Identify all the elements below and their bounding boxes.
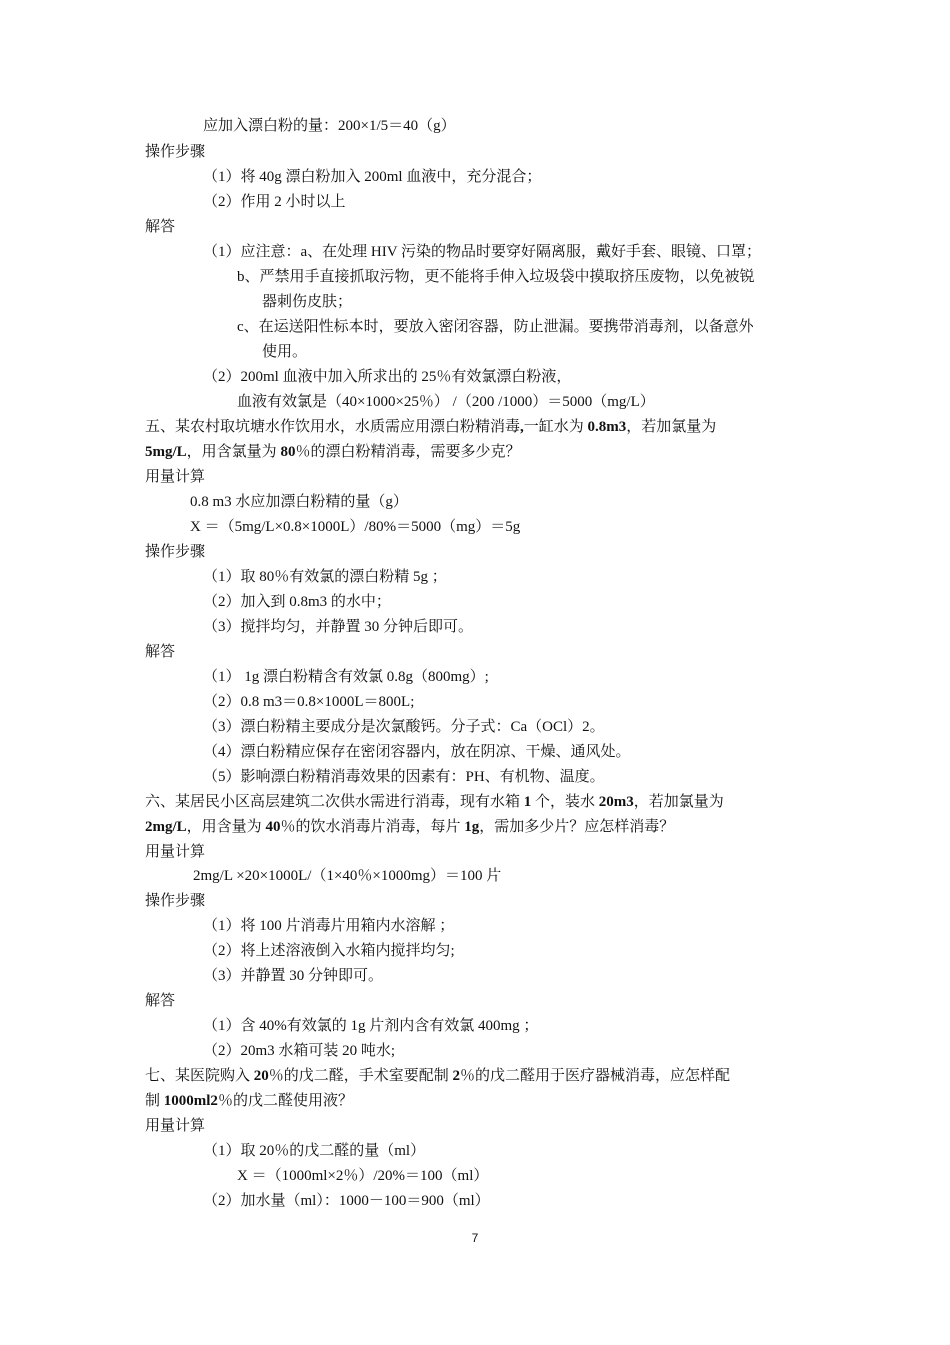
text-line: X ＝（5mg/L×0.8×1000L）/80%＝5000（mg）＝5g: [190, 519, 521, 535]
section-heading: 解答: [145, 993, 176, 1009]
text-line: 器刺伤皮肤；: [262, 294, 353, 310]
text-line: （1）含 40%有效氯的 1g 片剂内含有效氯 400mg ；: [203, 1018, 539, 1034]
question-heading-cont: 5mg/L，用含氯量为 80％的漂白粉精消毒，需要多少克？: [145, 444, 521, 460]
question-heading: 七、某医院购入 20％的戊二醛，手术室要配制 2％的戊二醛用于医疗器械消毒，应怎样配: [145, 1068, 731, 1084]
text-line: （3）漂白粉精主要成分是次氯酸钙。分子式：Ca（OCl）2。: [203, 719, 605, 735]
question-heading: 五、某农村取坑塘水作饮用水，水质需应用漂白粉精消毒,一缸水为 0.8m3，若加氯量为: [145, 419, 717, 435]
question-heading: 六、某居民小区高层建筑二次供水需进行消毒，现有水箱 1 个，装水 20m3，若加氯量为: [145, 794, 724, 810]
text-line: b、严禁用手直接抓取污物，更不能将手伸入垃圾袋中摸取挤压废物，以免被锐: [237, 269, 755, 285]
text-line: （2）加入到 0.8m3 的水中；: [203, 594, 391, 610]
text-line: （2）作用 2 小时以上: [203, 194, 346, 210]
text-line: 血液有效氯是（40×1000×25％） /（200 /1000）＝5000（mg/L）: [237, 394, 655, 410]
text-line: 应加入漂白粉的量：200×1/5＝40（g）: [203, 118, 456, 134]
text-line: （4）漂白粉精应保存在密闭容器内，放在阴凉、干燥、通风处。: [203, 744, 631, 760]
section-heading: 操作步骤: [145, 544, 206, 560]
text-line: （1）将 40g 漂白粉加入 200ml 血液中，充分混合；: [203, 169, 542, 185]
text-line: （3）并静置 30 分钟即可。: [203, 968, 384, 984]
text-line: （3）搅拌均匀，并静置 30 分钟后即可。: [203, 619, 474, 635]
section-heading: 用量计算: [145, 469, 206, 485]
text-line: 使用。: [262, 344, 308, 360]
text-line: 2mg/L ×20×1000L/（1×40％×1000mg）＝100 片: [193, 868, 502, 884]
section-heading: 用量计算: [145, 844, 206, 860]
text-line: （1）将 100 片消毒片用箱内水溶解 ；: [203, 918, 455, 934]
section-heading: 解答: [145, 644, 176, 660]
text-line: （1）应注意：a、在处理 HIV 污染的物品时要穿好隔离服，戴好手套、眼镜、口罩；: [203, 244, 762, 260]
text-line: （1） 1g 漂白粉精含有效氯 0.8g（800mg）;: [203, 669, 489, 685]
text-line: （2）加水量（ml）：1000－100＝900（ml）: [203, 1193, 490, 1209]
section-heading: 用量计算: [145, 1118, 206, 1134]
text-line: （1）取 20％的戊二醛的量（ml）: [203, 1143, 426, 1159]
section-heading: 操作步骤: [145, 144, 206, 160]
text-line: （5）影响漂白粉精消毒效果的因素有：PH、有机物、温度。: [203, 769, 605, 785]
text-line: （1）取 80％有效氯的漂白粉精 5g ；: [203, 569, 447, 585]
page-number: 7: [471, 1231, 479, 1245]
text-line: （2）0.8 m3＝0.8×1000L＝800L;: [203, 694, 415, 710]
text-line: X ＝（1000ml×2％）/20%＝100（ml）: [237, 1168, 489, 1184]
question-heading-cont: 2mg/L，用含量为 40％的饮水消毒片消毒，每片 1g，需加多少片？应怎样消毒？: [145, 819, 675, 835]
section-heading: 解答: [145, 219, 176, 235]
text-line: c、在运送阳性标本时，要放入密闭容器，防止泄漏。要携带消毒剂，以备意外: [237, 319, 754, 335]
text-line: （2）20m3 水箱可装 20 吨水;: [203, 1043, 396, 1059]
section-heading: 操作步骤: [145, 893, 206, 909]
text-line: 0.8 m3 水应加漂白粉精的量（g）: [190, 494, 408, 510]
text-line: （2）将上述溶液倒入水箱内搅拌均匀;: [203, 943, 455, 959]
question-heading-cont: 制 1000ml2％的戊二醛使用液？: [145, 1093, 353, 1109]
text-line: （2）200ml 血液中加入所求出的 25％有效氯漂白粉液，: [203, 369, 572, 385]
